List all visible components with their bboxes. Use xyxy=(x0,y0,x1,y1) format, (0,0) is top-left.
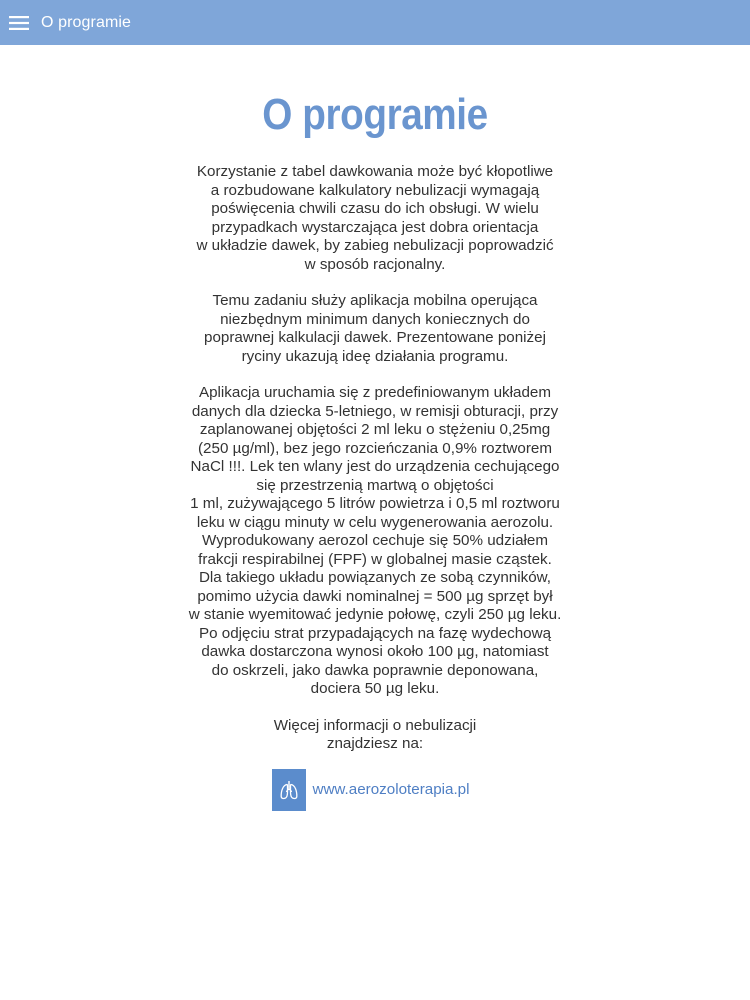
lungs-logo-icon[interactable] xyxy=(272,769,306,811)
page-title: O programie xyxy=(262,90,488,139)
about-content xyxy=(0,45,750,811)
hamburger-menu-icon[interactable] xyxy=(0,0,40,45)
more-info-text: Więcej informacji o nebulizacji znajdziesz na: xyxy=(273,716,477,752)
purpose-paragraph: Temu zadaniu służy aplikacja mobilna operująca niezbędnym minimum danych koniecznych do poprawnej kalkulacji dawek. Prezentowane poniżej ryciny ukazują ideę działania programu. xyxy=(204,292,546,365)
app-bar xyxy=(0,0,750,45)
example-paragraph: Aplikacja uruchamia się z predefiniowanym układem danych dla dziecka 5-letniego, w remisji obturacji, przy zaplanowanej objętości 2 ml leku o stężeniu 0,25mg (250 µg/ml), bez jego rozcieńczania 0,9% roztworem NaCl !!!. Lek ten wlany jest do urządzenia cechującego się przestrzenią martwą o objętości 1 ml, zużywającego 5 litrów powietrza i 0,5 ml roztworu leku w ciągu minuty w celu wygenerowania aerozolu. Wyprodukowany aerozol cechuje się 50% udziałem frakcji respirabilnej (FPF) w globalnej masie cząstek. Dla takiego układu powiązanych ze sobą czynników, pomimo użycia dawki nominalnej = 500 µg sprzęt był w stanie wyemitować jedynie połowę, czyli 250 µg leku. Po odjęciu strat przypadających na fazę wydechową dawka dostarczona wynosi około 100 µg, natomiast do oskrzeli, jako dawka poprawnie deponowana, dociera 50 µg leku. xyxy=(188,384,562,697)
website-link[interactable]: www.aerozoloterapia.pl xyxy=(312,781,470,799)
website-link-row[interactable] xyxy=(0,769,750,811)
app-bar-title: O programie xyxy=(41,13,132,31)
intro-paragraph: Korzystanie z tabel dawkowania może być kłopotliwe a rozbudowane kalkulatory nebulizacji wymagają poświęcenia chwili czasu do ich obsługi. W wielu przypadkach wystarczająca jest dobra orientacja w układzie dawek, by zabieg nebulizacji poprowadzić w sposób racjonalny. xyxy=(196,163,554,273)
